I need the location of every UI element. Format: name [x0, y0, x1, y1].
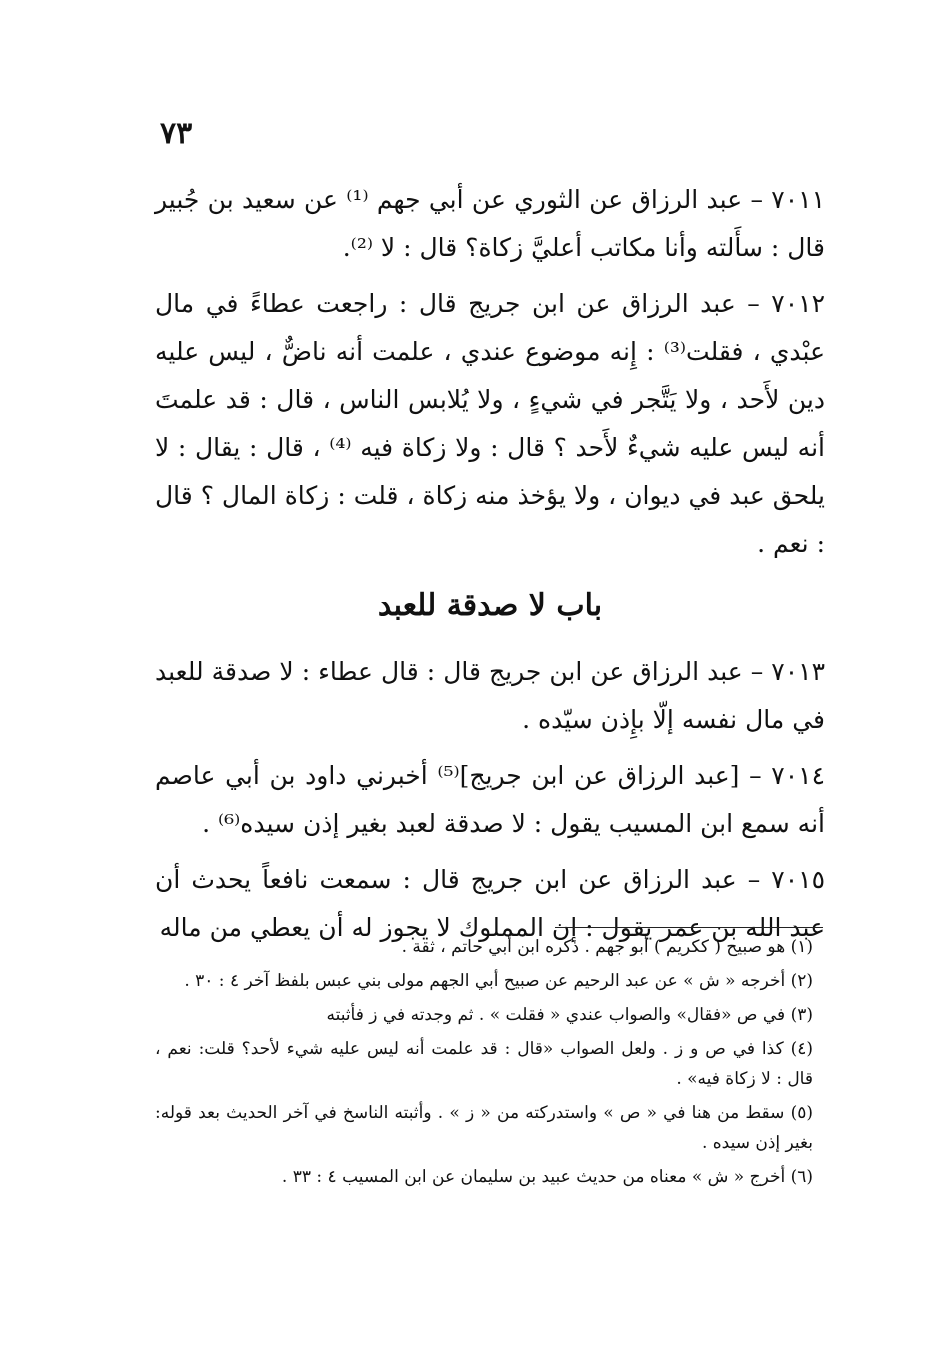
hadith-7013: ٧٠١٣ – عبد الرزاق عن ابن جريج قال : قال عطاء : لا صدقة للعبد في مال نفسه إلّا بإِذن سيّده . — [155, 657, 825, 734]
footnotes — [155, 932, 825, 1196]
hadith-7011: ٧٠١١ – عبد الرزاق عن الثوري عن أبي جهم ⁽¹⁾ عن سعيد بن جُبير قال : سأَلته وأنا مكاتب أعليَّ زكاة؟ قال : لا ⁽²⁾. — [155, 185, 826, 262]
hadith-7014: ٧٠١٤ – [عبد الرزاق عن ابن جريج]⁽⁵⁾ أخبرني داود بن أبي عاصم أنه سمع ابن المسيب يقول : لا صدقة لعبد بغير إذن سيده⁽⁶⁾ . — [155, 761, 825, 838]
chapter-title: باب لا صدقة للعبد — [377, 588, 603, 623]
footnote-5: (٥) سقط من هنا في « ص » واستدركته من « ز » . وأثبته الناسخ في آخر الحديث بعد قوله: بغير إذن سيده . — [155, 1103, 813, 1153]
footnote-4: (٤) كذا في ص و ز . ولعل الصواب «قال : قد علمت أنه ليس عليه شيء لأحد؟ قلت: نعم ، قال : لا زكاة فيه» . — [155, 1039, 813, 1089]
footnote-6: (٦) أخرج « ش » معناه من حديث عبيد بن سليمان عن ابن المسيب ٤ : ٣٣ . — [281, 1167, 813, 1187]
footnote-2: (٢) أخرجه « ش » عن عبد الرحيم عن صبيح أبي الجهم مولى بني عبس بلفظ آخر ٤ : ٣٠ . — [184, 971, 813, 991]
hadith-7012: ٧٠١٢ – عبد الرزاق عن ابن جريج قال : راجعت عطاءً في مال عبْدي ، فقلت⁽³⁾ : إِنه موضوع عندي ، علمت أنه ناضٌّ ، ليس عليه دين لأَحد ، ولا يَتَّجر في شيءٍ ، ولا يُلابس الناس ، قال : قد علمتَ أنه ليس عليه شيءٌ لأَحد ؟ قال : ولا زكاة فيه ⁽⁴⁾ ، قال : يقال : لا يلحق عبد في ديوان ، ولا يؤخذ منه زكاة ، قلت : زكاة المال ؟ قال : نعم . — [155, 289, 825, 558]
main-text — [155, 176, 825, 960]
page-number: ٧٣ — [160, 116, 193, 151]
hadith-7015: ٧٠١٥ – عبد الرزاق عن ابن جريج قال : سمعت نافعاً يحدث أن عبد الله بن عمر يقول : إن المملوك لا يجوز له أن يعطي من ماله — [155, 865, 825, 942]
footnote-divider — [555, 927, 823, 928]
footnote-3: (٣) في ص «فقال» والصواب عندي « فقلت » . ثم وجدته في ز فأثبته — [326, 1005, 813, 1025]
footnote-1: (١) هو صبيح ( ككريم ) أبو جهم . ذكره ابن أبي حاتم ، ثقة . — [401, 937, 813, 957]
